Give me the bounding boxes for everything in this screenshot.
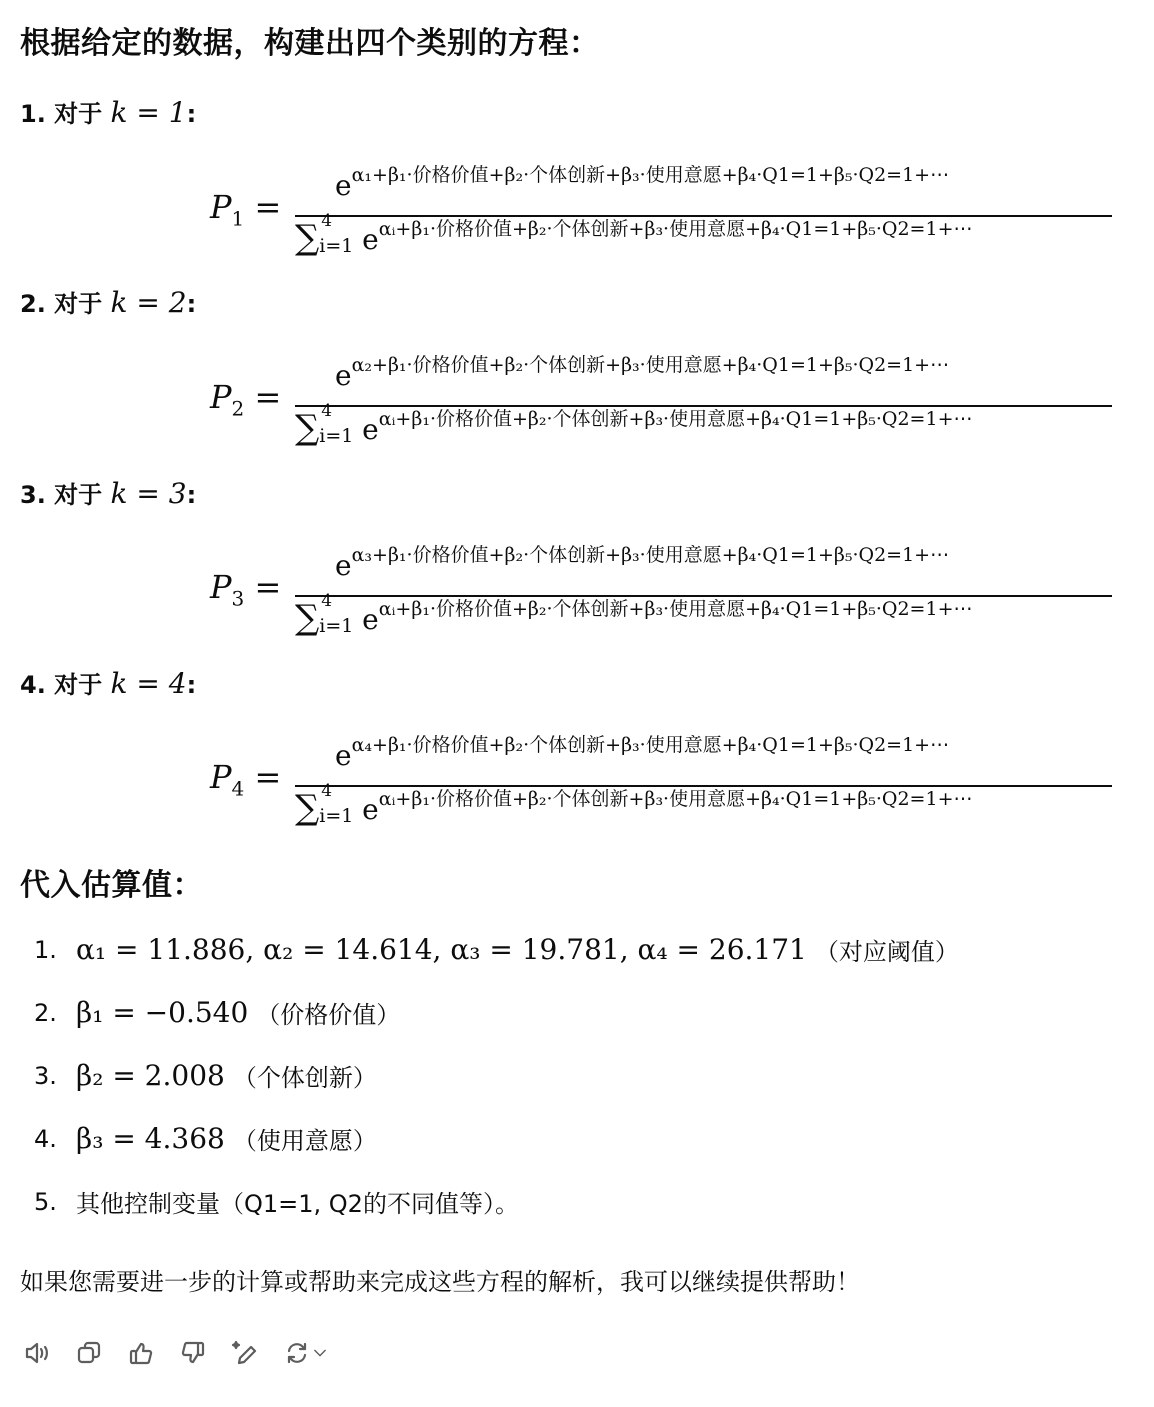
k-value: k = 2 [110, 286, 187, 319]
k-value: k = 1 [110, 96, 187, 129]
list-item: 3. β₂ = 2.008 （个体创新） [34, 1059, 377, 1092]
colon: : [186, 290, 197, 318]
step-text: 4. 对于 [20, 671, 103, 699]
chevron-down-icon [311, 1344, 329, 1362]
numerator: $e^{\alpha_4+\beta_1\cdot 价格价值+\beta_2\cdot 个体创新+\beta_3\cdot 使用意愿+\beta_4\cdot Q1=1+\beta_5\cdot Q2=1+\cdots}$ [335, 734, 950, 772]
step-text: 3. 对于 [20, 481, 103, 509]
numerator: $e^{\alpha_1+\beta_1\cdot 价格价值+\beta_2\cdot 个体创新+\beta_3\cdot 使用意愿+\beta_4\cdot Q1=1+\beta_5\cdot Q2=1+\cdots}$ [335, 164, 950, 202]
list-item: 1. α₁ = 11.886, α₂ = 14.614, α₃ = 19.781, α₄ = 26.171 （对应阈值） [34, 933, 959, 966]
refresh-icon [283, 1339, 311, 1367]
step-2-label [20, 284, 196, 319]
equation-2 [210, 350, 1130, 450]
lhs: $P_2$ = [210, 378, 282, 421]
edit-button[interactable] [228, 1336, 262, 1370]
copy-button[interactable] [72, 1336, 106, 1370]
k-value: k = 4 [110, 667, 187, 700]
equation-1 [210, 160, 1130, 260]
thumbs-down-button[interactable] [176, 1336, 210, 1370]
lhs: $P_1$ = [210, 188, 282, 231]
message-actions [20, 1336, 332, 1370]
equation-3 [210, 540, 1130, 640]
step-3-label [20, 475, 196, 510]
list-item: 2. β₁ = −0.540 （价格价值） [34, 996, 401, 1029]
thumbs-up-icon [127, 1339, 155, 1367]
k-value: k = 3 [110, 477, 187, 510]
speaker-icon [23, 1339, 51, 1367]
colon: : [186, 100, 197, 128]
colon: : [186, 481, 197, 509]
step-1-label [20, 94, 196, 129]
closing-text: 如果您需要进一步的计算或帮助来完成这些方程的解析，我可以继续提供帮助！ [20, 1268, 860, 1296]
numerator: $e^{\alpha_2+\beta_1\cdot 价格价值+\beta_2\cdot 个体创新+\beta_3\cdot 使用意愿+\beta_4\cdot Q1=1+\beta_5\cdot Q2=1+\cdots}$ [335, 354, 950, 392]
regenerate-button[interactable] [280, 1336, 332, 1370]
numerator: $e^{\alpha_3+\beta_1\cdot 价格价值+\beta_2\cdot 个体创新+\beta_3\cdot 使用意愿+\beta_4\cdot Q1=1+\beta_5\cdot Q2=1+\cdots}$ [335, 544, 950, 582]
denominator: ∑ 4 i=1 $e^{\alpha ᵢ+\beta_1\cdot 价格价值+\beta_2\cdot 个体创新+\beta_3\cdot 使用意愿+\beta_4\cdot Q1=1+\beta_5\cdot Q2=1+\cdots}$ [295, 781, 973, 828]
lhs: $P_4$ = [210, 758, 282, 801]
thumbs-up-button[interactable] [124, 1336, 158, 1370]
read-aloud-button[interactable] [20, 1336, 54, 1370]
denominator: ∑ 4 i=1 $e^{\alpha ᵢ+\beta_1\cdot 价格价值+\beta_2\cdot 个体创新+\beta_3\cdot 使用意愿+\beta_4\cdot Q1=1+\beta_5\cdot Q2=1+\cdots}$ [295, 591, 973, 638]
equation-4 [210, 730, 1130, 830]
estimates-heading: 代入估算值： [20, 868, 203, 903]
estimates-list [34, 918, 959, 1233]
step-text: 2. 对于 [20, 290, 103, 318]
heading: 根据给定的数据，构建出四个类别的方程： [20, 26, 600, 61]
thumbs-down-icon [179, 1339, 207, 1367]
list-item: 4. β₃ = 4.368 （使用意愿） [34, 1122, 377, 1155]
sparkle-pencil-icon [231, 1339, 259, 1367]
lhs: $P_3$ = [210, 568, 282, 611]
denominator: ∑ 4 i=1 $e^{\alpha ᵢ+\beta_1\cdot 价格价值+\beta_2\cdot 个体创新+\beta_3\cdot 使用意愿+\beta_4\cdot Q1=1+\beta_5\cdot Q2=1+\cdots}$ [295, 401, 973, 448]
copy-icon [75, 1339, 103, 1367]
denominator: ∑ 4 i=1 $e^{\alpha ᵢ+\beta_1\cdot 价格价值+\beta_2\cdot 个体创新+\beta_3\cdot 使用意愿+\beta_4\cdot Q1=1+\beta_5\cdot Q2=1+\cdots}$ [295, 211, 973, 258]
step-text: 1. 对于 [20, 100, 103, 128]
colon: : [186, 671, 197, 699]
step-4-label [20, 665, 196, 700]
list-item: 5. 其他控制变量（Q1=1, Q2的不同值等）。 [34, 1187, 519, 1218]
